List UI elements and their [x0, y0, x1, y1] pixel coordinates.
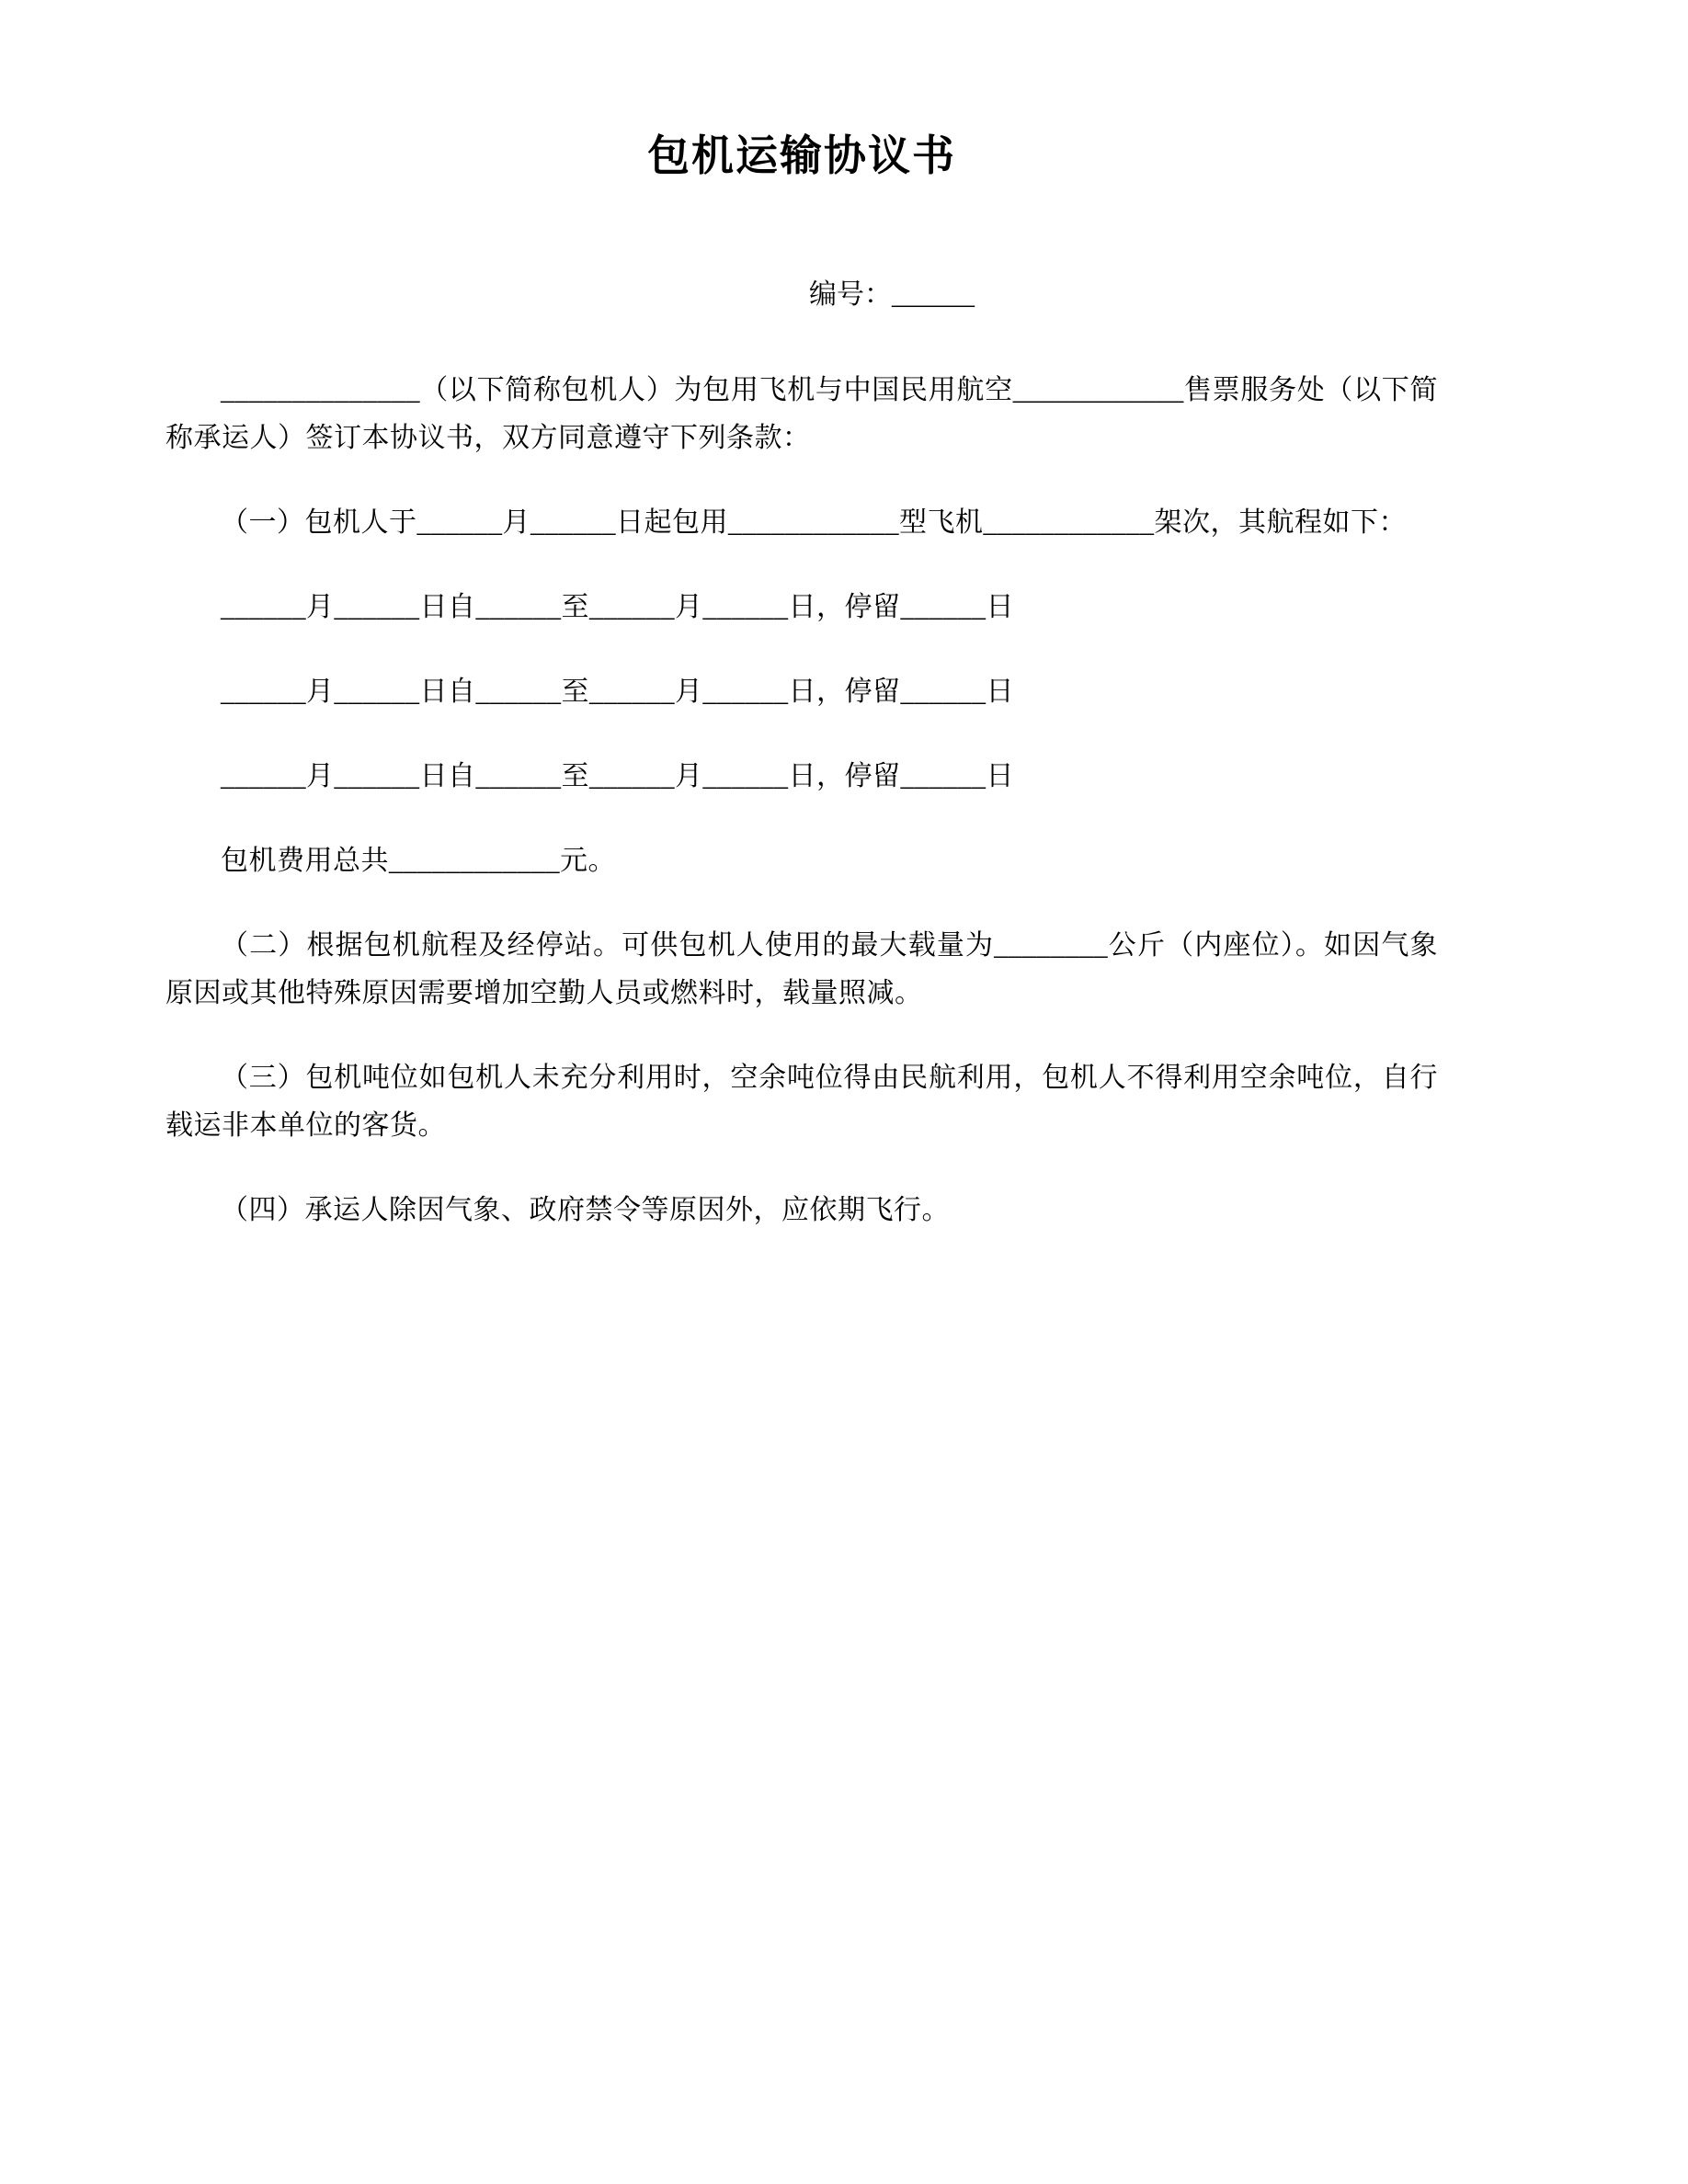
fee-paragraph: 包机费用总共____________元。	[221, 846, 616, 877]
document-title: 包机运输协议书	[647, 132, 956, 179]
document-number-line: 编号：______	[809, 279, 975, 311]
intro-paragraph: ______________（以下简称包机人）为包用飞机与中国民用航空____________售票服务处（以下简称承运人）签订本协议书，双方同意遵守下列条款：	[165, 375, 1438, 454]
clause-2-paragraph: （二）根据包机航程及经停站。可供包机人使用的最大载量为________公斤（内座位）。如因气象原因或其他特殊原因需要增加空勤人员或燃料时，载量照减。	[165, 930, 1438, 1009]
clause-3-paragraph: （三）包机吨位如包机人未充分利用时，空余吨位得由民航利用，包机人不得利用空余吨位，自行载运非本单位的客货。	[165, 1063, 1438, 1142]
clause-4-paragraph: （四）承运人除因气象、政府禁令等原因外，应依期飞行。	[221, 1195, 950, 1226]
flight-schedule-line: ______月______日自______至______月______日，停留______日	[221, 592, 1014, 623]
flight-schedule-line: ______月______日自______至______月______日，停留______日	[221, 761, 1014, 792]
flight-schedule-line: ______月______日自______至______月______日，停留______日	[221, 677, 1014, 708]
clause-1-paragraph: （一）包机人于______月______日起包用____________型飞机____________架次，其航程如下：	[221, 507, 1407, 539]
